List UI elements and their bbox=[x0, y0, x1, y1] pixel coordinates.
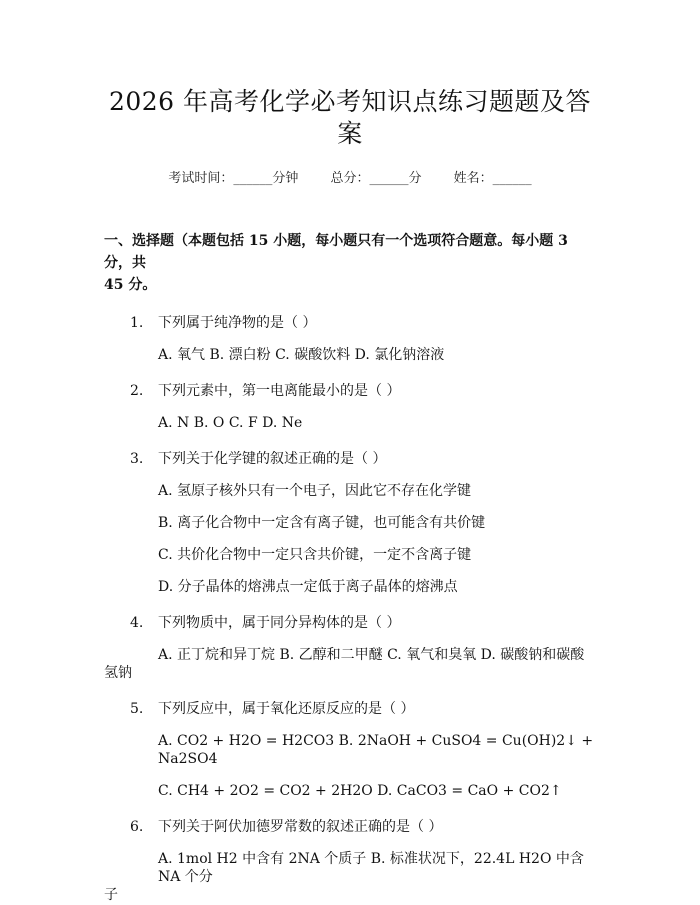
question-text: 下列关于阿伏加德罗常数的叙述正确的是（ ） bbox=[158, 819, 443, 835]
student-name-field: 姓名：______ bbox=[453, 171, 532, 186]
question-stem bbox=[104, 382, 596, 400]
question-stem bbox=[104, 614, 596, 632]
options-line2: 子 bbox=[104, 887, 118, 903]
question-stem bbox=[104, 314, 596, 332]
options-ab: A. CO2 + H2O = H2CO3 B. 2NaOH + CuSO4 = Cu(OH)2↓ + Na2SO4 bbox=[158, 733, 594, 767]
exam-meta bbox=[104, 167, 596, 186]
question-4 bbox=[104, 614, 596, 682]
question-stem bbox=[104, 818, 596, 836]
question-number: 5. bbox=[130, 701, 144, 717]
options-cd: C. CH4 + 2O2 = CO2 + 2H2O D. CaCO3 = CaO + CO2↑ bbox=[158, 783, 562, 799]
question-text: 下列属于纯净物的是（ ） bbox=[158, 315, 317, 331]
question-options: A. N B. O C. F D. Ne bbox=[158, 415, 303, 431]
question-6 bbox=[104, 818, 596, 904]
total-score-field: 总分：______分 bbox=[330, 171, 422, 186]
question-number: 4. bbox=[130, 615, 144, 631]
section-heading-line2: 45 分。 bbox=[104, 277, 157, 293]
option-b: B. 离子化合物中一定含有离子键，也可能含有共价键 bbox=[158, 515, 486, 531]
option-a: A. 氢原子核外只有一个电子，因此它不存在化学键 bbox=[158, 483, 472, 499]
question-1 bbox=[104, 314, 596, 364]
option-c: C. 共价化合物中一定只含共价键，一定不含离子键 bbox=[158, 547, 472, 563]
question-options bbox=[104, 646, 596, 682]
options-line1: A. 1mol H2 中含有 2NA 个质子 B. 标准状况下，22.4L H2O 中含 NA 个分 bbox=[158, 851, 584, 885]
question-stem bbox=[104, 450, 596, 468]
question-stem bbox=[104, 700, 596, 718]
question-text: 下列物质中，属于同分异构体的是（ ） bbox=[158, 615, 401, 631]
question-text: 下列关于化学键的叙述正确的是（ ） bbox=[158, 451, 387, 467]
options-line1: A. 正丁烷和异丁烷 B. 乙醇和二甲醚 C. 氧气和臭氧 D. 碳酸钠和碳酸 bbox=[158, 647, 585, 663]
question-number: 1. bbox=[130, 315, 144, 331]
question-number: 3. bbox=[130, 451, 144, 467]
question-5 bbox=[104, 700, 596, 800]
section-heading-line1: 一、选择题（本题包括 15 小题，每小题只有一个选项符合题意。每小题 3 分，共 bbox=[104, 233, 568, 271]
exam-time-field: 考试时间：______分钟 bbox=[168, 171, 299, 186]
question-number: 2. bbox=[130, 383, 144, 399]
question-text: 下列反应中，属于氧化还原反应的是（ ） bbox=[158, 701, 415, 717]
page-title: 2026 年高考化学必考知识点练习题题及答案 bbox=[108, 87, 592, 148]
options-line2: 氢钠 bbox=[104, 665, 132, 681]
question-options: A. 氧气 B. 漂白粉 C. 碳酸饮料 D. 氯化钠溶液 bbox=[158, 347, 445, 363]
question-2 bbox=[104, 382, 596, 432]
option-d: D. 分子晶体的熔沸点一定低于离子晶体的熔沸点 bbox=[158, 579, 458, 595]
section-heading bbox=[104, 230, 596, 296]
question-options bbox=[104, 850, 596, 904]
question-3 bbox=[104, 450, 596, 596]
question-text: 下列元素中，第一电离能最小的是（ ） bbox=[158, 383, 401, 399]
question-number: 6. bbox=[130, 819, 144, 835]
